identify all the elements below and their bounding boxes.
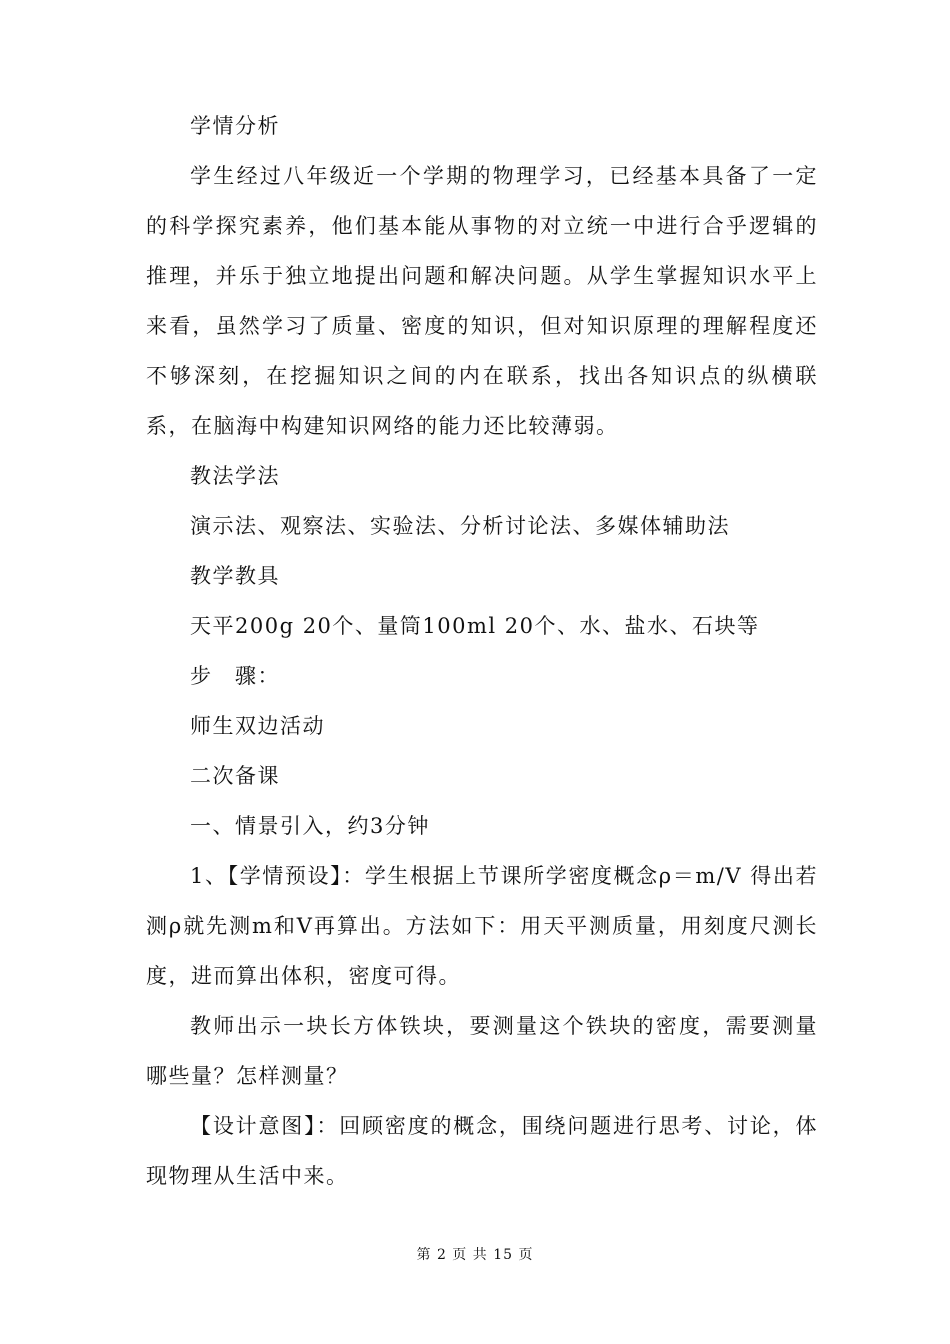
heading-teaching-methods: 教法学法 xyxy=(190,464,280,488)
paragraph-teaching-methods: 演示法、观察法、实验法、分析讨论法、多媒体辅助法 xyxy=(190,514,730,538)
heading-learning-analysis: 学情分析 xyxy=(190,114,280,138)
document-body xyxy=(146,101,818,1201)
paragraph-learning-analysis: 学生经过八年级近一个学期的物理学习，已经基本具备了一定的科学探究素养，他们基本能从事物的对立统一中进行合乎逻辑的推理，并乐于独立地提出问题和解决问题。从学生掌握知识水平上来看，虽然学习了质量、密度的知识，但对知识原理的理解程度还不够深刻，在挖掘知识之间的内在联系，找出各知识点的纵横联系，在脑海中构建知识网络的能力还比较薄弱。 xyxy=(146,164,818,438)
heading-teacher-student-activity: 师生双边活动 xyxy=(190,714,325,738)
paragraph-design-intent: 【设计意图】：回顾密度的概念，围绕问题进行思考、讨论，体现物理从生活中来。 xyxy=(146,1114,818,1188)
paragraph-teacher-question: 教师出示一块长方体铁块，要测量这个铁块的密度，需要测量哪些量？怎样测量？ xyxy=(146,1014,818,1088)
heading-scene-introduction: 一、情景引入，约3分钟 xyxy=(190,814,430,838)
paragraph-teaching-tools: 天平200g 20个、量筒100ml 20个、水、盐水、石块等 xyxy=(190,614,760,638)
heading-second-preparation: 二次备课 xyxy=(190,764,280,788)
paragraph-student-preset: 1、【学情预设】：学生根据上节课所学密度概念ρ＝m/V 得出若测ρ就先测m和V再算出。方法如下：用天平测质量，用刻度尺测长度，进而算出体积，密度可得。 xyxy=(146,864,818,988)
heading-teaching-tools: 教学教具 xyxy=(190,564,280,588)
page-footer: 第 2 页 共 15 页 xyxy=(416,1247,534,1263)
heading-steps: 步 骤： xyxy=(190,664,280,688)
